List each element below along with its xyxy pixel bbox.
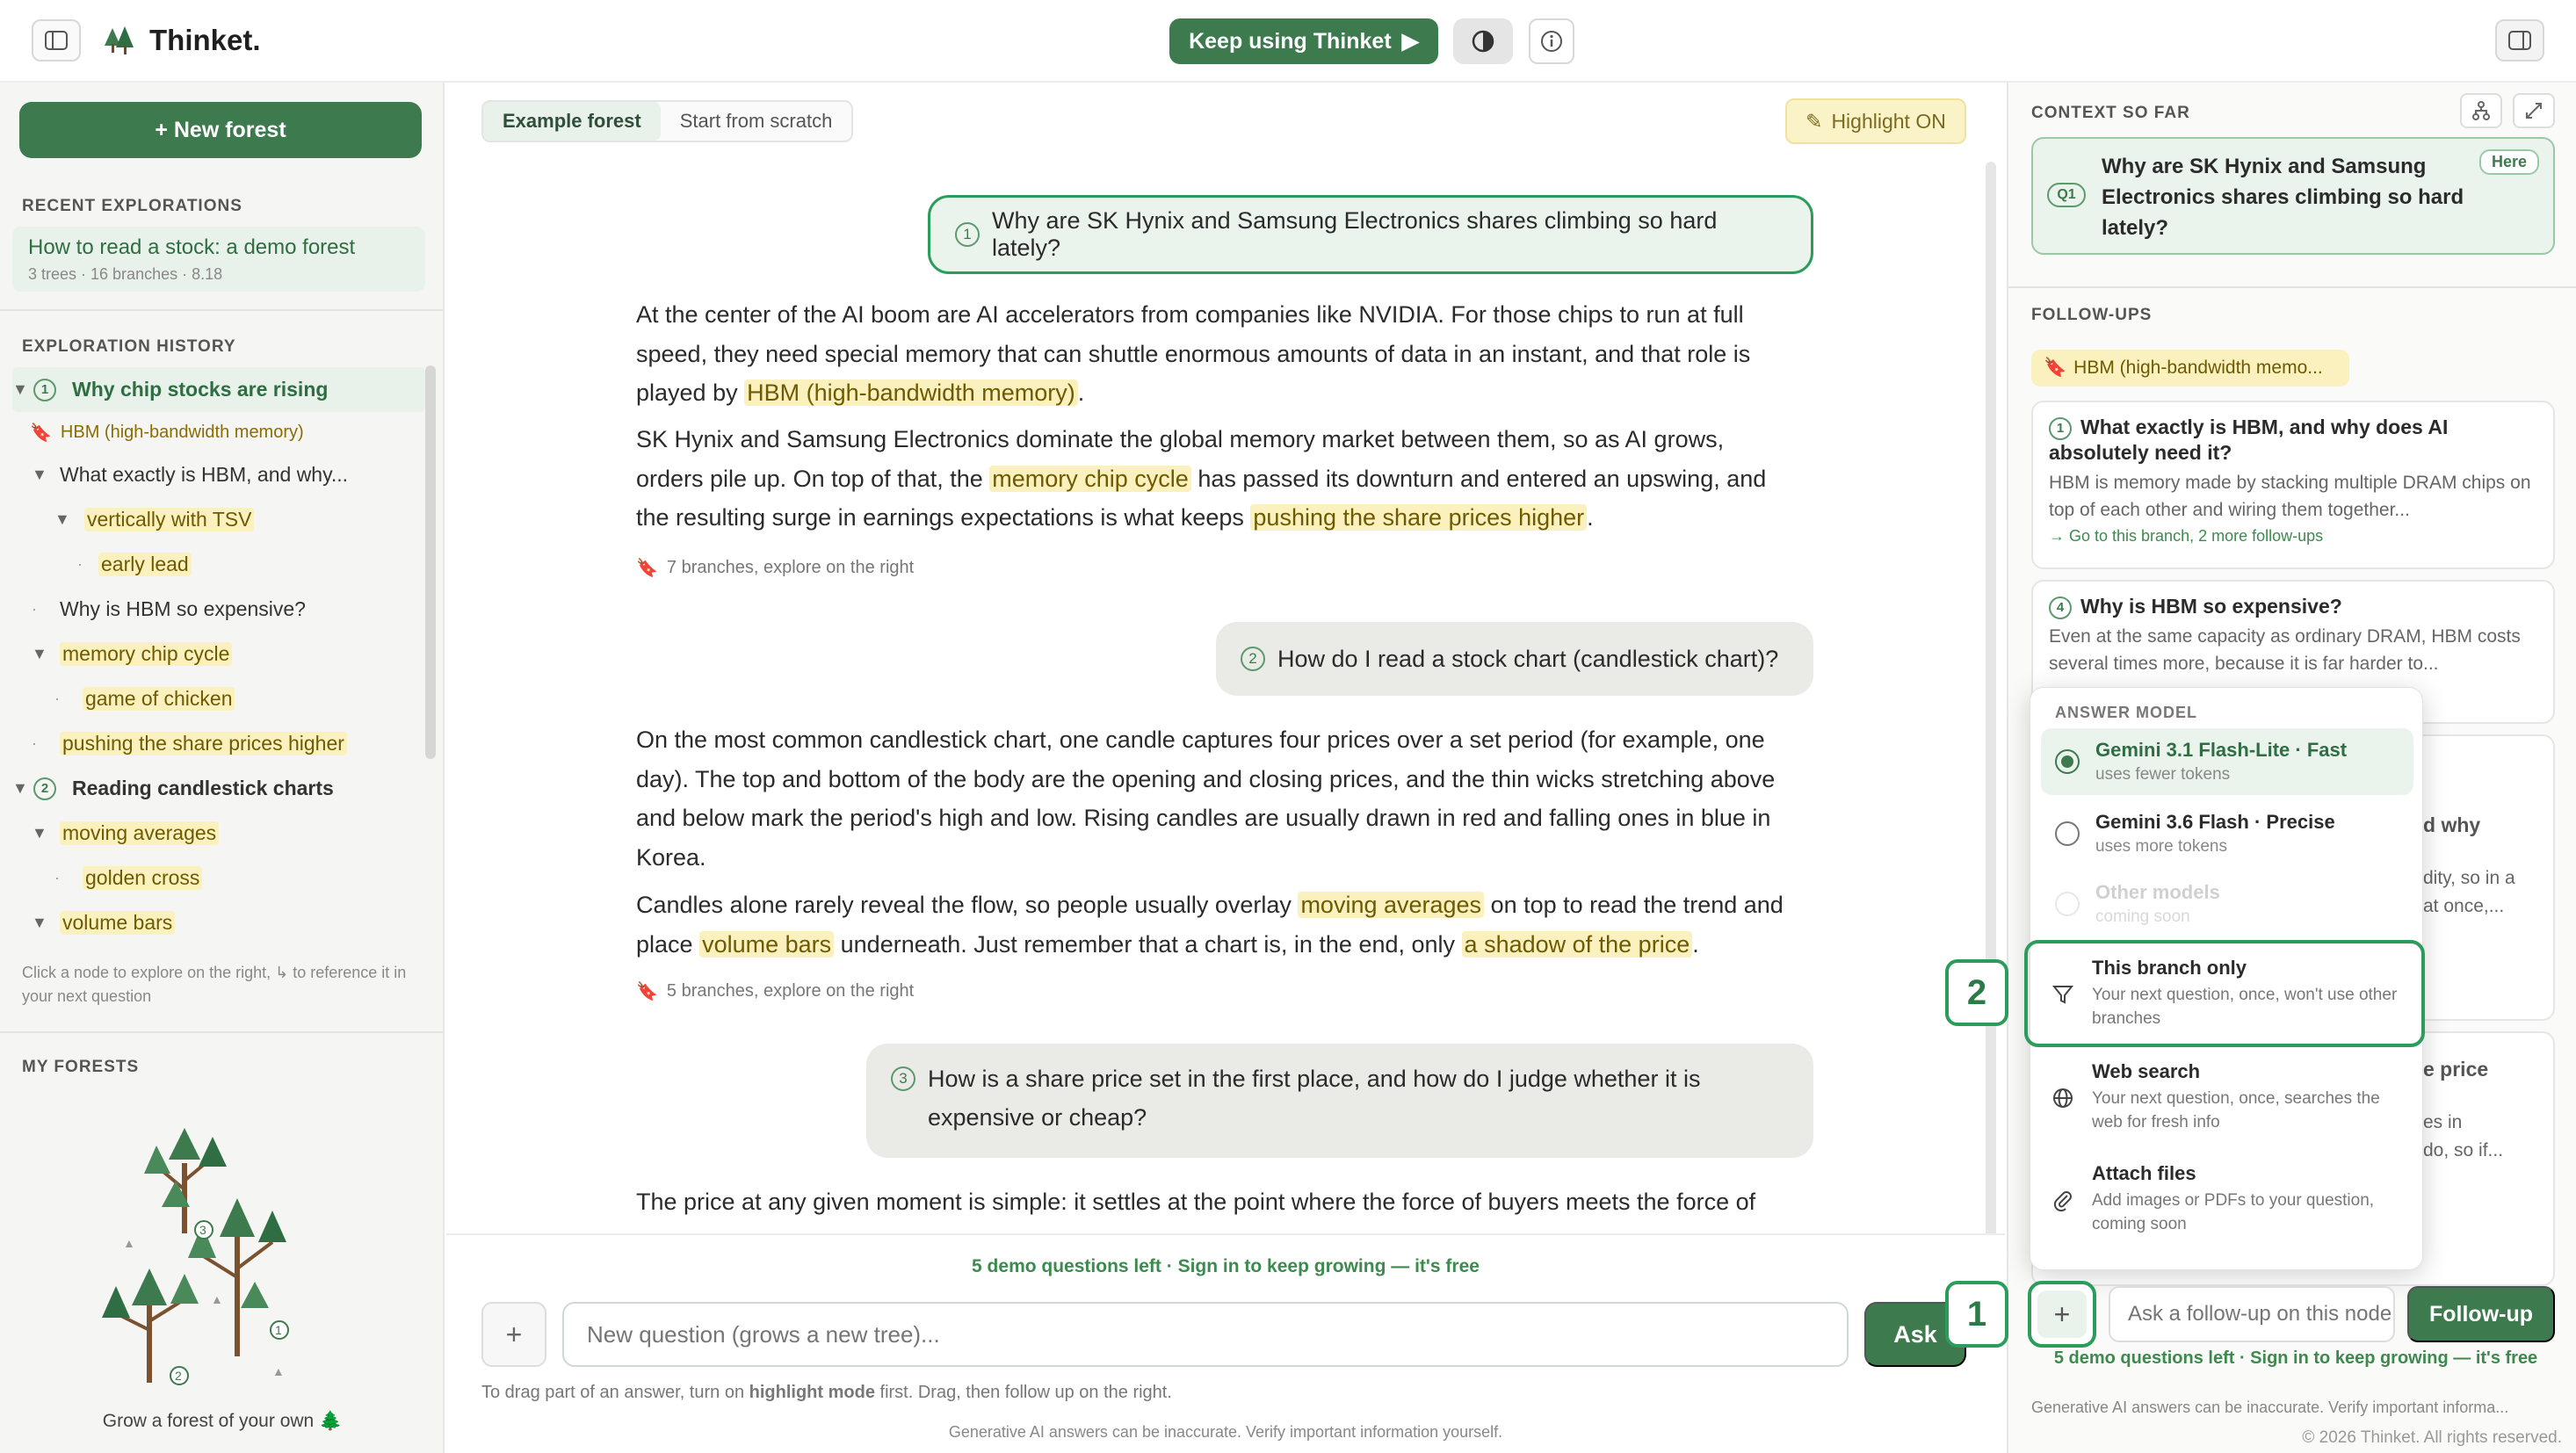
drag-hint: To drag part of an answer, turn on highlight mode first. Drag, then follow up on the right. [481, 1383, 1172, 1402]
question-bubble[interactable] [1216, 622, 1813, 696]
model-sub: coming soon [2095, 907, 2190, 926]
callout-1: 1 [1945, 1281, 2008, 1348]
highlight-mark[interactable]: pushing the share prices higher [1250, 504, 1587, 531]
highlight-toggle-button[interactable] [1785, 98, 1966, 144]
caret-icon[interactable]: ▼ [12, 779, 28, 797]
option-title: This branch only [2092, 957, 2247, 979]
highlight-mark[interactable]: a shadow of the price [1462, 931, 1693, 958]
composer [446, 1233, 2005, 1453]
history-item[interactable] [12, 542, 425, 587]
option-sub: Your next question, once, searches the web for fresh info [2092, 1089, 2380, 1131]
caret-icon[interactable]: ▼ [32, 645, 47, 662]
forest-num-label: 1 [275, 1323, 282, 1337]
option-sub: Add images or PDFs to your question, coming soon [2092, 1191, 2375, 1233]
tab-example-forest[interactable]: Example forest [483, 102, 661, 141]
answer-paragraph: SK Hynix and Samsung Electronics dominate the global memory market between them, so as AI grows, orders pile up. On top of that, the memory chip cycle has passed its downturn and entered an upswing, and the resulting surge in earnings expectations is what keeps pushing the share prices higher . [636, 426, 1767, 531]
model-option-other [2041, 871, 2413, 937]
model-title: Other models [2095, 881, 2220, 903]
card-title: Why is HBM so expensive? [2080, 595, 2342, 618]
recent-item-title: How to read a stock: a demo forest [28, 235, 356, 259]
app-name: Thinket. [149, 24, 261, 56]
followups-title: FOLLOW-UPS [2031, 306, 2153, 324]
radio-selected-icon[interactable] [2055, 749, 2080, 774]
main-panel [446, 83, 2005, 1453]
card-peek-text: do, so if... [2423, 1140, 2504, 1160]
disclaimer: Generative AI answers can be inaccurate. Verify important information yourself. [948, 1423, 1503, 1441]
expand-icon[interactable] [2513, 93, 2555, 128]
leaf-dot-icon: · [32, 600, 37, 618]
history-tree [12, 367, 425, 945]
branch-note[interactable] [636, 557, 914, 579]
recent-item[interactable] [12, 227, 425, 292]
card-peek-text: dity, so in a [2423, 868, 2515, 888]
history-hint: Click a node to explore on the right, ↳ to reference it in your next question [22, 964, 407, 1005]
highlight-label: Highlight ON [1831, 109, 1946, 133]
left-sidebar [0, 83, 445, 1453]
history-label: What exactly is HBM, and why... [60, 463, 349, 486]
model-sub: uses fewer tokens [2095, 765, 2231, 784]
question-text: How do I read a stock chart (candlestick chart)? [1277, 645, 1779, 672]
top-bar [0, 0, 2576, 83]
play-icon: ▶ [1401, 29, 1419, 54]
card-number: 4 [2049, 596, 2072, 619]
card-number: 1 [2049, 417, 2072, 440]
highlight-mark[interactable]: volume bars [699, 931, 834, 958]
context-question: Why are SK Hynix and Samsung Electronics shares climbing so hard lately? [2102, 155, 2464, 240]
forest-illustration[interactable] [97, 1102, 360, 1400]
card-link[interactable]: → Go to this branch, 2 more follow-ups [2049, 527, 2324, 545]
tree-number: 2 [33, 777, 56, 800]
history-label: Why is HBM so expensive? [60, 597, 306, 620]
leaf-dot-icon: · [54, 690, 60, 707]
model-title: Gemini 3.1 Flash-Lite · Fast [2095, 739, 2348, 761]
recent-item-meta: 3 trees · 16 branches · 8.18 [28, 265, 223, 283]
model-option-flash-lite[interactable] [2041, 728, 2413, 795]
history-item[interactable] [12, 721, 425, 766]
card-peek-text: e price [2423, 1058, 2489, 1081]
forest-dot-icon: ▲ [211, 1292, 223, 1306]
forest-dot-icon: ▲ [272, 1364, 285, 1378]
radio-disabled-icon [2055, 892, 2080, 916]
card-peek-text: es in [2423, 1112, 2463, 1132]
context-question-tag: Q1 [2047, 183, 2086, 207]
tree-view-icon[interactable] [2460, 93, 2502, 128]
card-peek-text: at once,... [2423, 896, 2505, 916]
sidebar-toggle-icon[interactable] [32, 19, 81, 61]
answer-model-title: ANSWER MODEL [2055, 704, 2197, 721]
ask-button[interactable]: Ask [1864, 1302, 1966, 1367]
disclaimer: Generative AI answers can be inaccurate. Verify important informa... [2031, 1399, 2509, 1416]
option-web-search[interactable] [2039, 1048, 2415, 1145]
globe-icon [2051, 1087, 2074, 1110]
forest-tabs [481, 100, 853, 142]
answer-paragraph: On the most common candlestick chart, one candle captures four prices over a set period (for example, one day). The top and bottom of the body are the opening and closing prices, and the thin wicks stretching above and below mark the period's high and low. Rising candles are usually drawn in red and falling ones in blue in Korea. [636, 726, 1776, 871]
plus-icon: + [2037, 1290, 2087, 1338]
keep-using-label: Keep using Thinket [1189, 28, 1392, 54]
forests-title: MY FORESTS [22, 1058, 140, 1076]
question-number: 1 [955, 222, 980, 247]
history-label: volume bars [60, 911, 175, 935]
history-label: Why chip stocks are rising [72, 378, 329, 401]
question-number: 3 [891, 1066, 915, 1091]
bookmark-icon: 🔖 [2044, 358, 2067, 378]
followup-chip[interactable] [2031, 350, 2349, 387]
bookmark-icon: 🔖 [636, 559, 658, 578]
model-sub: uses more tokens [2095, 837, 2227, 856]
grow-caption: Grow a forest of your own 🌲 [102, 1411, 343, 1431]
history-item[interactable] [12, 811, 425, 856]
here-badge: Here [2479, 149, 2539, 175]
history-label: vertically with TSV [84, 508, 254, 531]
question-text: How is a share price set in the first place, and how do I judge whether it is expensive or cheap? [928, 1066, 1701, 1131]
history-item[interactable] [12, 856, 425, 900]
chip-label: HBM (high-bandwidth memo... [2073, 358, 2323, 378]
this-branch-highlight-frame [2024, 940, 2425, 1047]
history-item[interactable] [12, 452, 425, 497]
history-label: HBM (high-bandwidth memory) [60, 422, 304, 442]
tree-number: 1 [33, 379, 56, 401]
callout-2: 2 [1945, 959, 2008, 1026]
answer-paragraph: At the center of the AI boom are AI accelerators from companies like NVIDIA. For those chips to run at full speed, they need special memory that can shuttle enormous amounts of data in an instant, and that role is played by HBM (high-bandwidth memory) . [636, 301, 1751, 406]
followup-options-button[interactable] [2028, 1281, 2096, 1348]
bookmark-icon: 🔖 [30, 423, 52, 443]
history-label: early lead [98, 553, 192, 576]
radio-icon[interactable] [2055, 821, 2080, 846]
question-bubble[interactable] [866, 1044, 1813, 1158]
history-label: moving averages [60, 821, 219, 845]
option-sub: Your next question, once, won't use other branches [2092, 986, 2398, 1028]
option-title: Web search [2092, 1060, 2201, 1082]
answer-paragraph: The price at any given moment is simple: it settles at the point where the force of buyers meets the force of [636, 1189, 1756, 1215]
context-title: CONTEXT SO FAR [2031, 104, 2190, 122]
card-body: HBM is memory made by stacking multiple DRAM chips on top of each other and wiring them together... [2049, 473, 2531, 520]
new-question-input[interactable] [562, 1302, 1849, 1367]
history-item[interactable] [12, 587, 425, 632]
history-item[interactable] [12, 497, 425, 542]
history-label: Reading candlestick charts [72, 777, 334, 799]
branch-note[interactable] [636, 980, 914, 1002]
recent-title: RECENT EXPLORATIONS [22, 197, 242, 215]
history-scrollbar[interactable] [425, 365, 436, 759]
theme-toggle-icon[interactable] [1453, 18, 1513, 64]
history-item[interactable] [12, 412, 425, 452]
caret-icon[interactable]: ▼ [12, 380, 28, 398]
history-title: EXPLORATION HISTORY [22, 337, 236, 356]
tree-icon [102, 1269, 199, 1383]
caret-icon[interactable]: ▼ [32, 466, 47, 483]
history-item[interactable] [12, 367, 425, 412]
forest-num-label: 3 [199, 1223, 206, 1237]
demo-left-notice[interactable]: 5 demo questions left · Sign in to keep growing — it's free [972, 1256, 1480, 1276]
new-forest-button[interactable]: + New forest [19, 102, 422, 158]
answer-paragraph: Candles alone rarely reveal the flow, so people usually overlay moving averages on top to read the trend and place volume bars underneath. Just remember that a chart is, in the end, only a shadow of the price . [636, 892, 1784, 958]
caret-icon[interactable]: ▼ [54, 510, 70, 528]
leaf-dot-icon: · [32, 734, 37, 752]
divider [2008, 286, 2576, 288]
pencil-icon: ✎ [1805, 109, 1823, 133]
divider [0, 1031, 443, 1033]
branch-note-text: 5 branches, explore on the right [666, 981, 915, 1001]
followup-button[interactable]: Follow-up [2407, 1286, 2555, 1342]
highlight-mark[interactable]: HBM (high-bandwidth memory) [744, 380, 1078, 406]
copyright: © 2026 Thinket. All rights reserved. [2302, 1428, 2562, 1447]
branch-note-text: 7 branches, explore on the right [666, 558, 915, 577]
context-card[interactable] [2031, 137, 2555, 255]
history-item[interactable] [12, 900, 425, 945]
card-peek-text: d why [2423, 813, 2481, 836]
forest-num-label: 2 [175, 1369, 182, 1383]
card-title: What exactly is HBM, and why does AI absolutely need it? [2049, 416, 2449, 464]
history-label: golden cross [83, 866, 202, 890]
history-label: pushing the share prices higher [60, 732, 347, 755]
question-text: Why are SK Hynix and Samsung Electronics shares climbing so hard lately? [992, 207, 1718, 261]
followup-input[interactable] [2109, 1286, 2395, 1342]
app-logo[interactable] [102, 24, 261, 57]
history-item[interactable] [12, 676, 425, 721]
highlight-mark[interactable]: moving averages [1298, 892, 1484, 918]
option-title: Attach files [2092, 1162, 2196, 1184]
highlight-mark[interactable]: memory chip cycle [989, 466, 1191, 492]
keep-using-button[interactable] [1169, 18, 1438, 64]
history-item[interactable] [12, 766, 425, 811]
model-title: Gemini 3.6 Flash · Precise [2095, 811, 2335, 833]
history-label: game of chicken [83, 687, 235, 711]
history-item[interactable] [12, 632, 425, 676]
caret-icon[interactable]: ▼ [32, 914, 47, 931]
paperclip-icon [2051, 1189, 2074, 1211]
add-options-button[interactable]: + [481, 1302, 546, 1367]
divider [0, 309, 443, 311]
tree-icon [144, 1128, 227, 1233]
chat-scrollbar[interactable] [1986, 162, 1996, 1304]
demo-left-notice[interactable]: 5 demo questions left · Sign in to keep growing — it's free [2053, 1348, 2538, 1368]
info-icon[interactable] [1529, 18, 1574, 64]
right-panel-toggle-icon[interactable] [2495, 19, 2544, 61]
history-label: memory chip cycle [60, 642, 232, 666]
tab-start-from-scratch[interactable]: Start from scratch [679, 110, 833, 132]
forest-dot-icon: ▲ [123, 1236, 135, 1250]
bookmark-icon: 🔖 [636, 982, 658, 1001]
card-body: Even at the same capacity as ordinary DRAM, HBM costs several times more, because it is far harder to... [2049, 626, 2521, 674]
leaf-dot-icon: · [54, 869, 60, 886]
option-attach-files[interactable] [2039, 1150, 2415, 1247]
question-bubble[interactable] [928, 195, 1813, 274]
leaf-dot-icon: · [77, 555, 83, 573]
question-number: 2 [1241, 647, 1265, 671]
tree-logo-icon [102, 25, 137, 56]
caret-icon[interactable]: ▼ [32, 824, 47, 842]
followup-card[interactable] [2031, 401, 2555, 569]
model-option-flash[interactable] [2041, 800, 2413, 867]
